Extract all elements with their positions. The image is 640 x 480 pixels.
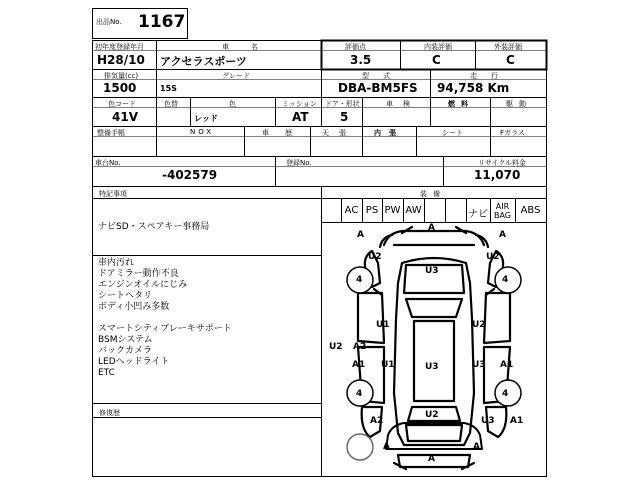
notes-item: BSMシステム (98, 335, 153, 345)
damage-rear-left-a2: A2 (370, 416, 384, 426)
model-code-value: DBA-BM5FS (338, 81, 418, 95)
grade-value: 15S (160, 84, 177, 93)
label-headliner: 天張 (322, 129, 356, 137)
label-grade: グレード (222, 72, 250, 80)
label-model-code: 型式 (362, 72, 404, 80)
score-value: 3.5 (350, 53, 372, 67)
damage-trunk: U2 (425, 410, 439, 420)
repair-label: 修復歴 (99, 409, 120, 417)
damage-left-rear-a1: A1 (352, 360, 366, 370)
color-code-value: 41V (112, 110, 138, 124)
notes-item: 車内汚れ (98, 258, 135, 268)
front-view-outline (384, 231, 484, 245)
damage-left-pillar-a2: A2 (353, 342, 367, 352)
damage-roof: U3 (425, 362, 439, 372)
notes-item: ETC (98, 368, 115, 378)
notes-line1: ナビSD・スペアキー事務局 (98, 222, 210, 232)
recycle-fee-value: 11,070 (474, 168, 521, 182)
notes-item: シートヘタリ (98, 291, 153, 301)
label-chassis: 車台No. (95, 159, 121, 167)
equipment-aw: AW (405, 205, 422, 216)
equipment-abs: ABS (520, 205, 541, 216)
label-doors: ドア・形状 (325, 100, 360, 108)
label-reg-date: 初年度登録年月 (95, 43, 144, 51)
label-nox: NOX (190, 128, 215, 136)
notes-item: エンジンオイルにじみ (98, 280, 188, 290)
label-windshield: Fガラス (500, 129, 525, 137)
label-color-change: 色替 (164, 100, 178, 108)
reg-date-value: H28/10 (97, 53, 145, 67)
equipment-pw: PW (384, 205, 401, 216)
damage-rear-right-a1: A1 (510, 416, 524, 426)
damage-left-front-fender: U2 (368, 252, 382, 262)
windshield-outline (406, 299, 462, 317)
mileage-value: 94,758 Km (437, 81, 510, 95)
label-interior-trim: 内張 (374, 129, 404, 137)
equipment-airbag: AIR BAG (493, 202, 512, 220)
equipment-navi: ナビ (468, 209, 488, 220)
notes-item: バックカメラ (98, 346, 153, 356)
lot-number: 1167 (138, 12, 186, 32)
damage-rear-center: A (428, 454, 435, 464)
label-fuel: 燃料 (448, 100, 474, 108)
damage-right-front-door: U2 (472, 320, 486, 330)
notes-item: ボディ小凹み多数 (98, 302, 170, 312)
damage-lr-tire: 4 (356, 389, 363, 399)
equipment-label: 装備 (420, 190, 446, 198)
notes-item: スマートシティブレーキサポート (98, 324, 232, 334)
damage-rr-tire: 4 (502, 389, 509, 399)
car-name-value: アクセラスポーツ (160, 55, 247, 68)
label-score: 評価点 (345, 43, 366, 51)
damage-front-right-corner: A (499, 230, 506, 240)
lot-label: 出品No. (96, 18, 122, 26)
damage-right-rear-a1: A1 (500, 360, 514, 370)
damage-left-rear-u1: U1 (381, 360, 395, 370)
damage-rear-right-a: A (473, 442, 480, 452)
interior-value: C (432, 53, 441, 67)
displacement-value: 1500 (103, 81, 137, 95)
notes-label: 特記事項 (99, 190, 127, 198)
label-maintenance-book: 整備手帳 (97, 129, 125, 137)
damage-hood: U3 (425, 266, 439, 276)
label-color-code: 色コード (108, 100, 136, 108)
label-recycle-fee: リサイクル料金 (478, 159, 527, 167)
label-displacement: 排気量(cc) (104, 72, 139, 80)
label-car-history: 車歴 (262, 129, 308, 137)
equipment-ac: AC (344, 205, 359, 216)
notes-item: ドアミラー動作不良 (98, 269, 179, 279)
label-registration: 登録No. (286, 159, 312, 167)
notes-item: LEDヘッドライト (98, 357, 170, 367)
roof-outline (414, 321, 454, 401)
color-value: レッド (194, 114, 218, 123)
damage-lf-tire: 4 (356, 275, 363, 285)
damage-left-front-door: U1 (376, 320, 390, 330)
notes-list (98, 258, 232, 379)
equipment-ps: PS (365, 205, 379, 216)
doors-value: 5 (340, 110, 349, 124)
damage-rf-tire: 4 (502, 275, 509, 285)
damage-right-rear-u3: U3 (472, 360, 486, 370)
label-drive: 駆動 (506, 100, 532, 108)
label-exterior: 外装評価 (494, 43, 522, 51)
damage-left-pillar-u2: U2 (329, 342, 343, 352)
label-mileage: 走行 (470, 72, 512, 80)
damage-rear-left-a: A (383, 442, 390, 452)
label-interior: 内装評価 (424, 43, 452, 51)
notes-spacer (98, 313, 232, 324)
spare-tire (347, 434, 373, 460)
label-car-name: 車名 (222, 43, 280, 51)
label-color: 色 (229, 100, 236, 108)
damage-front-left-corner: A (357, 230, 364, 240)
exterior-value: C (506, 53, 515, 67)
right-front-door-outline (484, 293, 510, 343)
chassis-value: -402579 (162, 168, 218, 182)
label-seat: シート (442, 129, 463, 137)
damage-front-center: A (428, 223, 435, 233)
label-transmission: ミッション (282, 100, 317, 108)
label-inspection: 車検 (386, 100, 420, 108)
left-front-door-outline (358, 293, 384, 343)
damage-rear-right-u3: U3 (481, 416, 495, 426)
transmission-value: AT (292, 110, 309, 124)
damage-right-front-fender: U2 (486, 252, 500, 262)
